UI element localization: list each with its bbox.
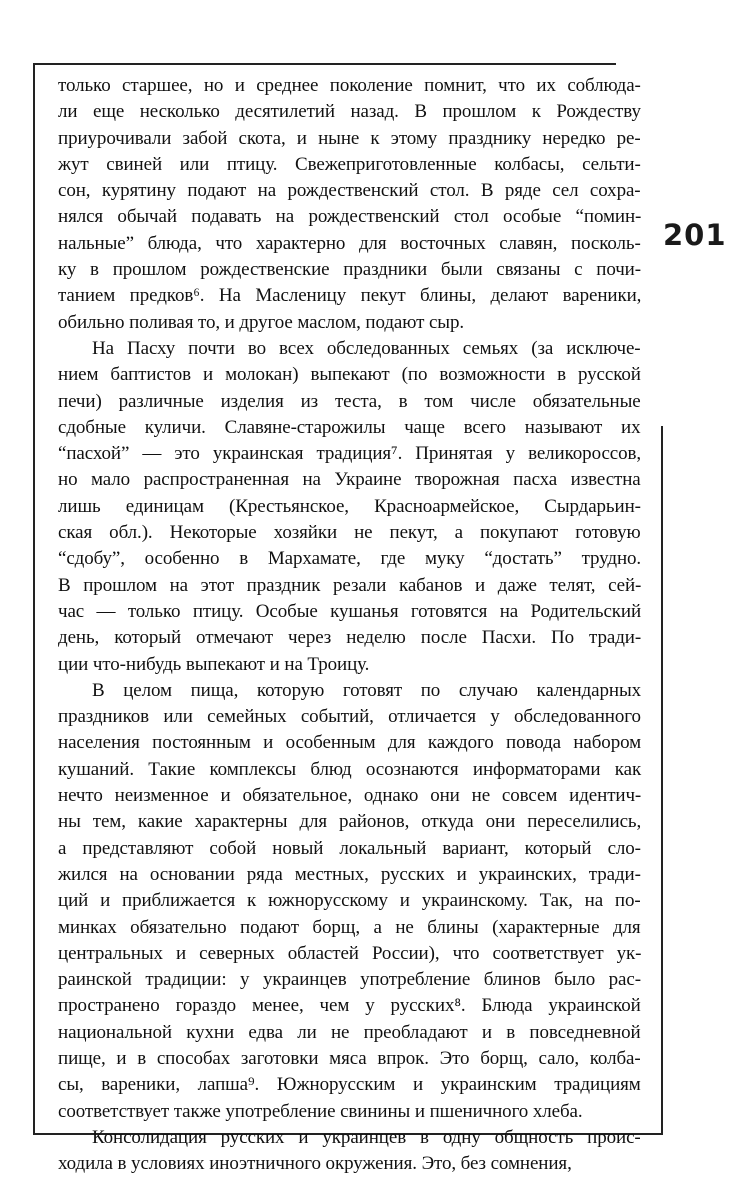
text-line: нальные” блюда, что характерно для восточных славян, посколь- — [58, 232, 641, 254]
text-line: жут свиней или птицу. Свежеприготовленные колбасы, сельти- — [58, 153, 641, 175]
text-line: ций и приближается к южнорусскому и украинскому. Так, на по- — [58, 890, 641, 912]
text-line: нечто неизменное и обязательное, однако они не совсем идентич- — [58, 785, 642, 807]
text-line: праздников или семейных событий, отличается у обследованного — [58, 706, 641, 728]
frame-right-rule — [661, 426, 663, 1133]
text-line: нием баптистов и молокан) выпекают (по возможности в русской — [58, 364, 641, 386]
text-line: ли еще несколько десятилетий назад. В прошлом к Рождеству — [58, 101, 641, 123]
text-line: центральных и северных областей России), что соответствует ук- — [58, 942, 642, 964]
text-line: день, который отмечают через неделю после Пасхи. По тради- — [58, 627, 642, 649]
text-line: сон, курятину подают на рождественский стол. В ряде сел сохра- — [58, 180, 641, 202]
text-line: “пасхой” — это украинская традиция⁷. Принятая у великороссов, — [58, 443, 642, 465]
text-line: населения постоянным и особенным для каждого повода набором — [58, 732, 642, 754]
page-number: 201 — [663, 218, 727, 252]
text-line: ны тем, какие характерны для районов, откуда они переселились, — [58, 811, 642, 833]
text-line: В целом пища, которую готовят по случаю календарных — [92, 679, 642, 701]
text-line: ходила в условиях иноэтничного окружения. Это, без сомнения, — [58, 1153, 572, 1175]
text-line: а представляют собой новый локальный вариант, который сло- — [58, 837, 641, 859]
text-line: но мало распространенная на Украине творожная пасха известна — [58, 469, 641, 491]
text-line: лишь единицам (Крестьянское, Красноармейское, Сырдарьин- — [58, 495, 641, 517]
text-line: национальной кухни едва ли не преобладают и в повседневной — [58, 1021, 641, 1043]
text-line: ская обл.). Некоторые хозяйки не пекут, а покупают готовую — [58, 522, 641, 544]
text-line: В прошлом на этот праздник резали кабанов и даже телят, сей- — [58, 574, 642, 596]
body-text — [58, 73, 641, 1177]
frame-left-rule — [33, 63, 35, 1133]
text-line: кушаний. Такие комплексы блюд осознаются информаторами как — [58, 758, 642, 780]
text-line: обильно поливая то, и другое маслом, подают сыр. — [58, 311, 465, 333]
text-line: соответствует также употребление свинины и пшеничного хлеба. — [58, 1100, 583, 1122]
text-line: ции что-нибудь выпекают и на Троицу. — [58, 653, 370, 675]
text-line: танием предков⁶. На Масленицу пекут блины, делают вареники, — [58, 285, 642, 307]
text-line: приурочивали забой скота, и ныне к этому празднику нередко ре- — [58, 127, 641, 149]
text-line: На Пасху почти во всех обследованных семьях (за исключе- — [92, 337, 641, 359]
text-line: пространено гораздо менее, чем у русских⁸. Блюда украинской — [58, 995, 641, 1017]
text-line: печи) различные изделия из теста, в том числе обязательные — [58, 390, 641, 412]
text-line: ку в прошлом рождественские праздники были связаны с почи- — [58, 259, 641, 281]
text-line: жился на основании ряда местных, русских и украинских, тради- — [58, 863, 641, 885]
text-line: сдобные куличи. Славяне-старожилы чаще всего называют их — [58, 416, 641, 438]
text-line: раинской традиции: у украинцев употребление блинов было рас- — [58, 969, 641, 991]
text-line: “сдобу”, особенно в Мархамате, где муку “достать” трудно. — [58, 548, 642, 570]
text-line: Консолидация русских и украинцев в одну общность проис- — [92, 1126, 641, 1148]
text-line: час — только птицу. Особые кушанья готовятся на Родительский — [58, 600, 642, 622]
text-line: пище, и в способах заготовки мяса впрок. Это борщ, сало, колба- — [58, 1047, 641, 1069]
text-line: минках обязательно подают борщ, а не блины (характерные для — [58, 916, 641, 938]
text-line: нялся обычай подавать на рождественский стол особые “помин- — [58, 206, 642, 228]
frame-top-rule — [33, 63, 616, 65]
text-line: сы, вареники, лапша⁹. Южнорусским и украинским традициям — [58, 1074, 641, 1096]
text-line: только старшее, но и среднее поколение помнит, что их соблюда- — [58, 75, 641, 96]
